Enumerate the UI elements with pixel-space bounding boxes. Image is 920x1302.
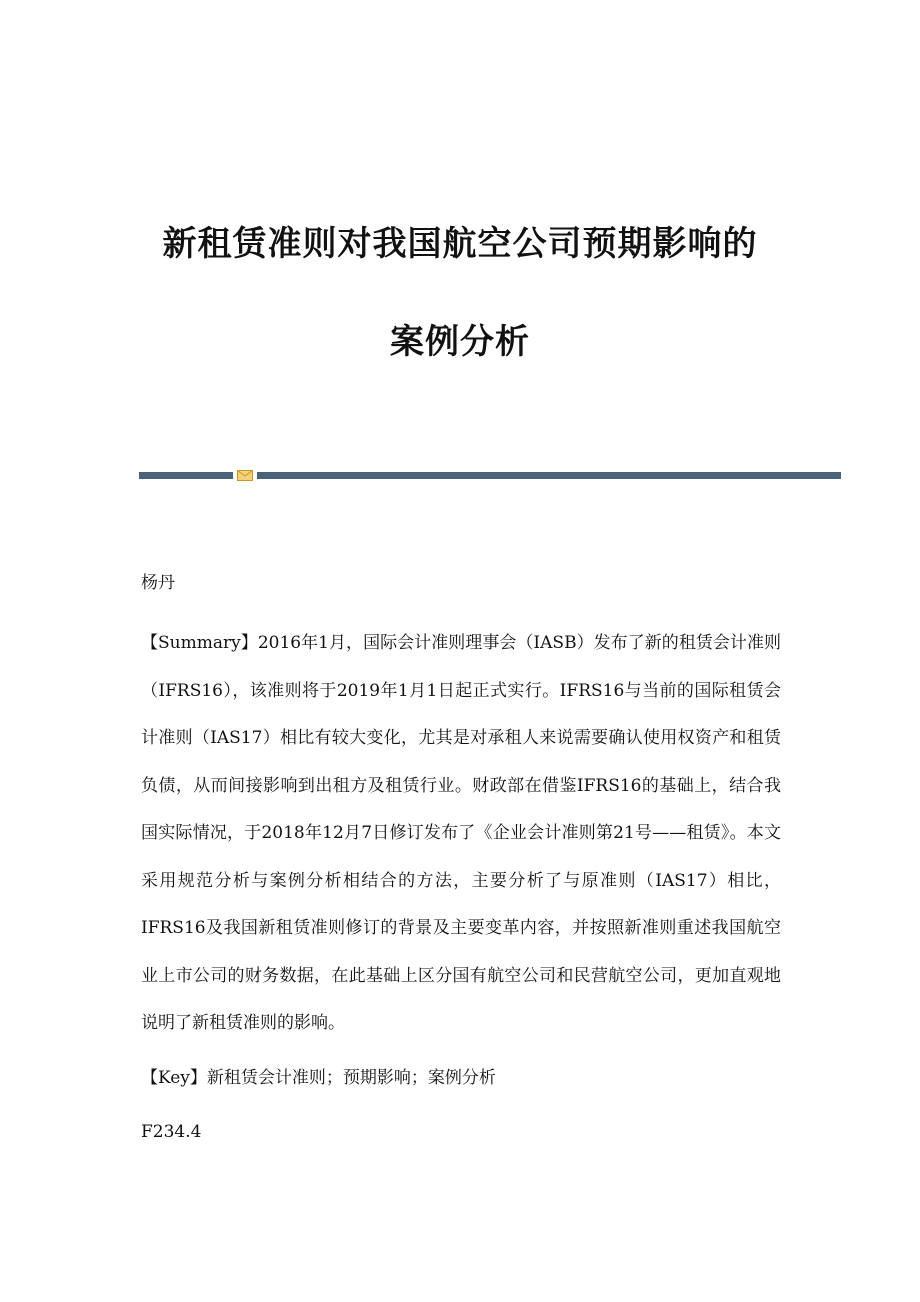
keywords-label: 【Key】 [141, 1068, 207, 1088]
title-line-1: 新租赁准则对我国航空公司预期影响的 [162, 224, 758, 264]
keywords-text: 新租赁会计准则；预期影响；案例分析 [206, 1068, 496, 1088]
title-line-2: 案例分析 [390, 322, 530, 362]
summary-paragraph [141, 620, 781, 1048]
summary-text: 2016年1月，国际会计准则理事会（IASB）发布了新的租赁会计准则（IFRS16），该准则将于2019年1月1日起正式实行。IFRS16与当前的国际租赁会计准则（IAS17）相比有较大变化，尤其是对承租人来说需要确认使用权资产和租赁负债，从而间接影响到出租方及租赁行业。财政部在借鉴IFRS16的基础上，结合我国实际情况，于2018年12月7日修订发布了《企业会计准则第21号——租赁》。本文采用规范分析与案例分析相结合的方法，主要分析了与原准则（IAS17）相比，IFRS16及我国新租赁准则修订的背景及主要变革内容，并按照新准则重述我国航空业上市公司的财务数据，在此基础上区分国有航空公司和民营航空公司，更加直观地说明了新租赁准则的影响。 [141, 633, 781, 1033]
title-divider [139, 470, 841, 480]
divider-bar-left [139, 472, 233, 479]
divider-bar-right [257, 472, 841, 479]
keywords-line [141, 1063, 781, 1088]
classification-code: F234.4 [141, 1122, 202, 1142]
envelope-icon [237, 470, 253, 481]
summary-label: 【Summary】 [141, 633, 258, 653]
author-name: 杨丹 [141, 573, 175, 593]
